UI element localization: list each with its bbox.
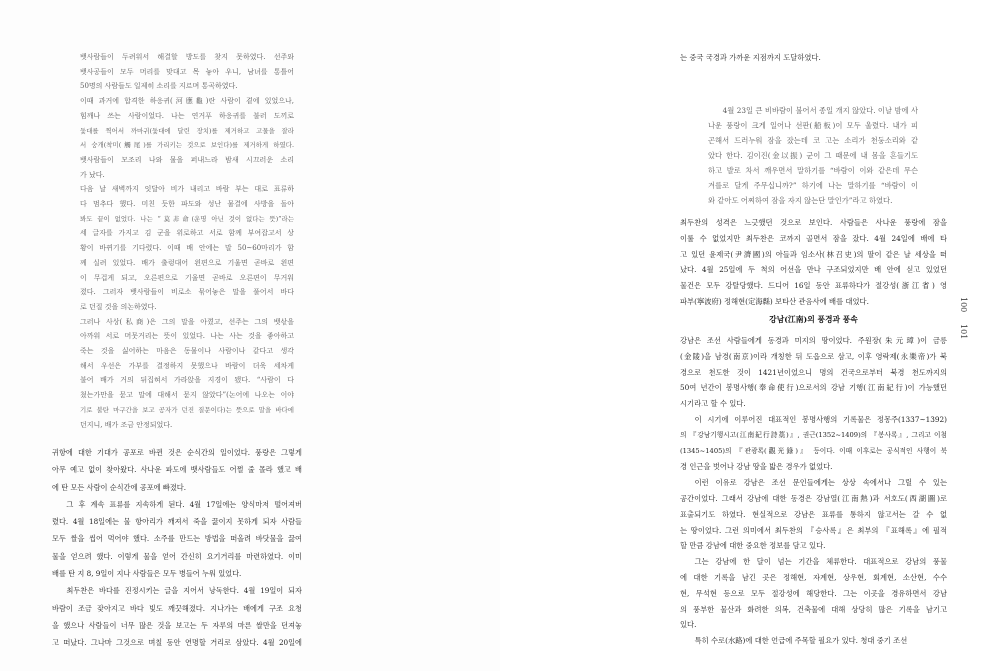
text-line: 그는 강남에 한 달이 넘는 기간을 체류한다. 대표적으로 강남의 풍물 bbox=[694, 557, 947, 567]
text-line: 고 떠났다. 그나마 그것으로 며칠 동안 연명할 거리로 삼았다. 4월 20일에 bbox=[52, 638, 302, 648]
right-page bbox=[500, 0, 1000, 671]
text-line: 이 시기에 이루어진 대표적인 봉명사행의 기록물은 정몽주(1337~1392) bbox=[694, 414, 947, 424]
text-line: 는 중국 국경과 가까운 지점까지 도달하였다. bbox=[680, 53, 821, 62]
text-line: 해서 우선은 가부를 결정하지 못했으나 바람이 더욱 세차게 bbox=[80, 361, 294, 370]
text-line: 공간이었다. 그래서 강남에 대한 동경은 강남열(江南熱)과 서호도(西湖圖)로 bbox=[680, 493, 947, 503]
text-line: 파부(寧波府) 정해현(定海縣) 보타산 관음사에 배를 대었다. bbox=[680, 296, 869, 306]
text-line: 고 있던 윤제국(尹濟國)의 아들과 임소사(林召史)의 딸이 같은 날 세상을 떠 bbox=[680, 249, 947, 259]
text-line: 시기라고 할 수 있다. bbox=[680, 399, 746, 409]
text-line: 의 풍부한 물산과 화려한 의복, 건축물에 대해 상당히 많은 기록을 남기고 bbox=[680, 604, 947, 614]
text-line: 의 『강남기행시고(江南紀行詩藁)』, 권근(1352~1409)의 『봉사록』, 그리고 이첨 bbox=[680, 430, 947, 439]
text-line: 할 만큼 강남에 대한 중요한 정보를 담고 있다. bbox=[680, 541, 826, 551]
text-line: 쳤는가만을 묻고 말에 대해서 묻지 않았다”(논어에 나오는 이야 bbox=[80, 391, 294, 400]
text-line: 겨를로 달게 주무십니까?” 하기에 나는 말하기를 “바람이 이 bbox=[708, 181, 918, 190]
text-line: 다음 날 새벽까지 잇달아 비가 내리고 바람 부는 대로 표류하 bbox=[80, 185, 294, 194]
text-line: 현, 무석현 등으로 모두 절강성에 해당한다. 그는 이곳을 경유하면서 강남 bbox=[680, 588, 947, 598]
text-line: 이런 이유로 강남은 조선 문인들에게는 상상 속에서나 그릴 수 있는 bbox=[694, 478, 947, 488]
text-line: 이때 과거에 합격한 하응귀(河應龜)란 사람이 곁에 있었으나, bbox=[80, 97, 294, 106]
text-line: 에 대한 기록을 남긴 곳은 정해현, 자계현, 상우현, 회계현, 소산현, 수수 bbox=[680, 572, 947, 582]
page-number-right: 101 bbox=[959, 324, 968, 340]
text-line: (1345~1405)의 『관광록(觀光錄)』 등이다. 이때 이후로는 공식적인 사행이 북 bbox=[680, 446, 947, 455]
text-line: 강남은 조선 사람들에게 동경과 미지의 땅이었다. 주원장(朱元璋)이 금릉 bbox=[680, 336, 947, 345]
left-page-body-text bbox=[52, 444, 302, 652]
text-line: 그러나 사상(私商)은 그의 말을 아꼈고, 선주는 그의 뱃삯을 bbox=[80, 317, 294, 326]
text-line: 뱃사람들이 두려워서 해결할 방도를 찾지 못하였다. 선주와 bbox=[80, 53, 294, 61]
text-line: 물을 얻으려 했다. 이렇게 물을 얻어 간신히 요기거리를 마련하였다. 이미 bbox=[52, 551, 302, 561]
right-page-block-quote bbox=[708, 103, 918, 208]
text-line: 을 했으나 사람들이 너무 많은 것을 보고는 두 자루의 마른 쌀만을 던져놓 bbox=[52, 620, 302, 630]
text-line: 모두 쌀을 씹어 먹어야 했다. 소주를 만드는 방법을 떠올려 바닷물을 끓여 bbox=[52, 534, 302, 544]
text-line: 가 났다. bbox=[80, 170, 105, 179]
text-line: 있다. bbox=[680, 620, 697, 630]
text-line: 던지니, 배가 조금 안정되었다. bbox=[80, 420, 173, 429]
text-line: 았다 한다. 김이진(金以振) 군이 그 때문에 내 몸을 흔들기도 bbox=[708, 151, 918, 160]
text-line: 힘깨나 쓰는 사람이었다. 나는 연거푸 하응귀를 불러 도끼로 bbox=[80, 111, 294, 120]
text-line: (金陵)을 남경(南京)이라 개칭한 뒤 도읍으로 삼고, 이후 영락제(永樂帝)가 북 bbox=[680, 351, 947, 361]
text-line: 다 멈추다 했다. 미친 듯한 파도와 성난 물결에 사방을 돌아 bbox=[80, 200, 294, 209]
right-page-continuation bbox=[680, 50, 947, 66]
text-line: 로 던질 것을 의논하였다. bbox=[80, 302, 157, 311]
text-line: 죽는 것을 싫어하는 마음은 동물이나 사람이나 같다고 생각 bbox=[80, 347, 294, 356]
text-line: 세 글자를 가지고 김 군을 위로하고 서로 함께 부여잡고서 상 bbox=[80, 229, 294, 238]
text-line: 불어 배가 거의 뒤집혀서 가라앉을 지경이 됐다. “사람이 다 bbox=[80, 376, 294, 385]
text-line: 황이 바뀌기를 기다렸다. 이때 배 안에는 말 50~60마리가 함 bbox=[80, 244, 294, 253]
right-page-body-text bbox=[680, 215, 947, 310]
text-line: 나운 풍랑이 크게 일어나 선판(船板)이 모두 울렸다. 내가 피 bbox=[708, 121, 918, 130]
text-line: 경 인근을 벗어나 강남 땅을 밟은 경우가 없었다. bbox=[680, 462, 833, 472]
text-line: 기로 불탄 마구간을 보고 공자가 던진 질문이다)는 뜻으로 말을 바다에 bbox=[80, 405, 294, 414]
text-line: 경으로 천도한 것이 1421년이었으니 명의 건국으로부터 북경 천도까지의 bbox=[680, 367, 947, 377]
text-line: 아까워 서로 머뭇거리는 뜻이 있었다. 나는 사는 것을 좋아하고 bbox=[80, 332, 294, 341]
left-page-block-quote bbox=[80, 50, 294, 432]
text-line: 그 후 계속 표류를 지속하게 된다. 4월 17일에는 양식마저 떨어져버 bbox=[66, 499, 302, 509]
text-line: 께 실려 있었다. 배가 출렁대어 왼편으로 기울면 곧바로 왼편 bbox=[80, 258, 294, 267]
text-line: 물건은 모두 강탈당했다. 드디어 16일 동안 표류하다가 절강성(浙江省) 영 bbox=[680, 281, 947, 291]
text-line: 와 같아도 어찌하여 잠을 자지 않는단 말인가”라고 하였다. bbox=[708, 196, 893, 205]
text-line: 는 땅이었다. 그런 의미에서 최두찬의 『승사록』은 최부의 『표해록』에 필적 bbox=[680, 525, 947, 535]
text-line: 아무 예고 없이 찾아왔다. 사나운 파도에 뱃사람들도 어쩔 줄 몰라 했고 배 bbox=[52, 465, 302, 475]
section-body-text bbox=[680, 333, 947, 649]
section-heading: 강남(江南)의 풍경과 풍속 bbox=[769, 315, 858, 324]
page-number-left: 100 bbox=[959, 297, 968, 313]
text-line: 4월 23일 큰 비바람이 불어서 종일 개지 않았다. 이날 밤에 사 bbox=[722, 106, 918, 115]
text-line: 렸다. 4월 18일에는 물 항아리가 깨져서 죽을 끓이지 못하게 되자 사람들 bbox=[52, 517, 302, 527]
text-line: 봐도 끝이 없었다. 나는 “莫非命(운명 아닌 것이 없다는 뜻)”라는 bbox=[80, 214, 294, 223]
text-line: 표출되기도 하였다. 현실적으로 강남은 표류를 통하지 않고서는 갈 수 없 bbox=[680, 509, 947, 519]
text-line: 바람이 조금 잦아지고 바다 빛도 깨끗해졌다. 지나가는 배에게 구조 요청 bbox=[52, 603, 302, 613]
text-line: 돛대를 찍어서 까마귀(돛대에 달린 장치)를 제거하고 고물을 잘라 bbox=[80, 126, 294, 135]
text-line: 하고 발로 차서 깨우면서 말하기를 “바람이 이와 같은데 무슨 bbox=[708, 166, 918, 175]
text-line: 최두찬은 바다를 진정시키는 글을 지어서 낭독한다. 4월 19일이 되자 bbox=[66, 586, 302, 596]
text-line: 배를 탄 지 8, 9일이 지나 사람들은 모두 병들어 누워 있었다. bbox=[52, 569, 242, 579]
text-line: 50여 년간이 봉명사행(奉命使行)으로서의 강남 기행(江南紀行)이 가능했던 bbox=[680, 383, 947, 393]
text-line: 이 무겁게 되고, 오른편으로 기울면 곧바로 오른편이 무거워 bbox=[80, 273, 294, 282]
text-line: 났다. 4월 25일에 두 척의 어선을 만나 구조되었지만 배 안에 싣고 있었던 bbox=[680, 265, 947, 275]
text-line: 뱃사람들이 모조리 나와 물을 퍼내느라 밤새 시끄러운 소리 bbox=[80, 155, 294, 164]
text-line: 곤해서 드러누워 잠을 잤는데 코 고는 소리가 천둥소리와 같 bbox=[708, 136, 918, 145]
text-line: 서 숭개(착미(觸尾)를 가리키는 것으로 보인다)를 제거하게 하였다. bbox=[80, 141, 294, 150]
text-line: 에 탄 모든 사람이 순식간에 공포에 빠졌다. bbox=[52, 482, 187, 492]
text-line: 특히 수로(水路)에 대한 언급에 주목할 필요가 있다. 청대 중기 조선 bbox=[694, 636, 908, 646]
text-line: 50명의 사람들도 일제히 소리를 지르며 통곡하였다. bbox=[80, 82, 238, 91]
text-line: 이룰 수 없었지만 최두찬은 코까지 골면서 잠을 잤다. 4월 24일에 배에 타 bbox=[680, 233, 947, 243]
text-line: 최두찬의 성격은 느긋했던 것으로 보인다. 사람들은 사나운 풍랑에 잠을 bbox=[680, 218, 947, 227]
text-line: 귀항에 대한 기대가 공포로 바뀐 것은 순식간의 일이었다. 풍랑은 그렇게 bbox=[52, 448, 302, 457]
text-line: 뱃사공들이 모두 머리를 맞대고 목 놓아 우니, 남녀를 통틀어 bbox=[80, 67, 294, 76]
text-line: 졌다. 그러자 뱃사람들이 비로소 묶어놓은 말을 풀어서 바다 bbox=[80, 288, 294, 297]
